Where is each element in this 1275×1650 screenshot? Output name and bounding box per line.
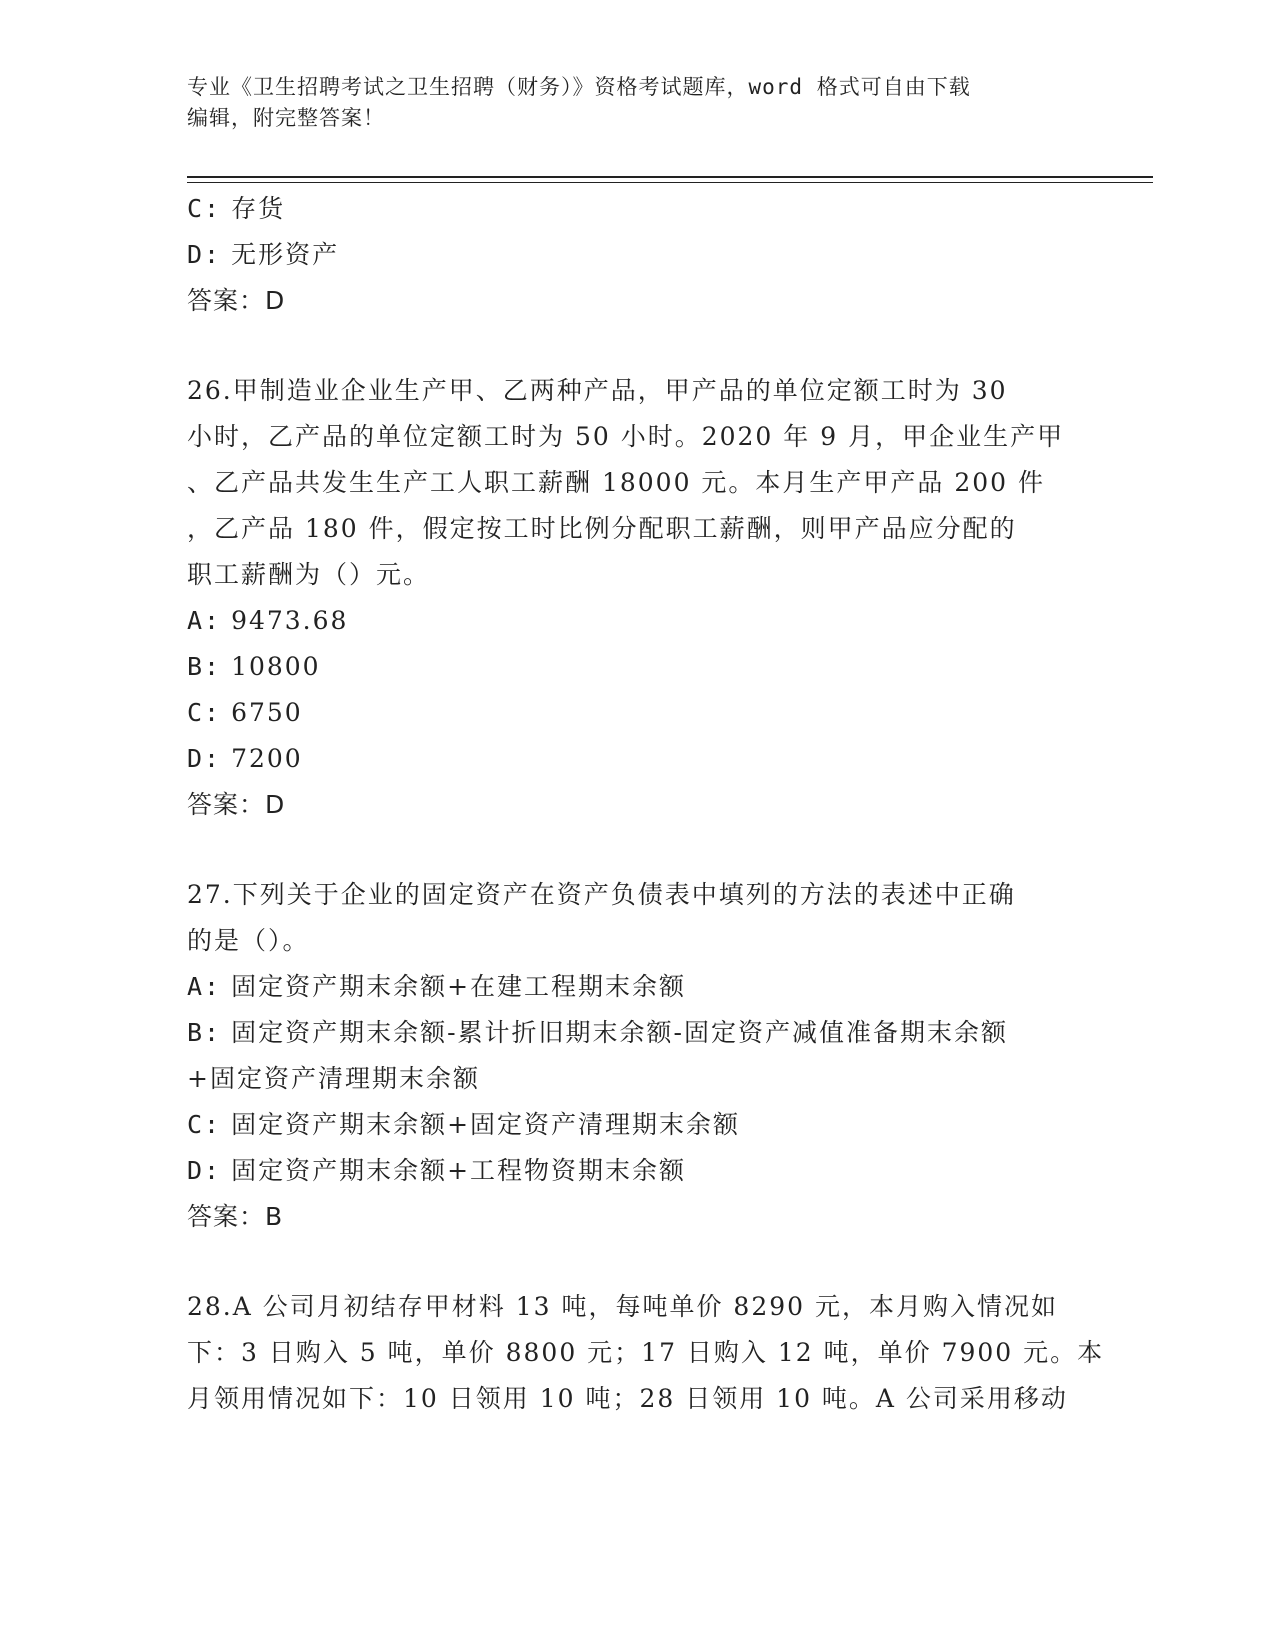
question-text-line: 月领用情况如下：10 日领用 10 吨；28 日领用 10 吨。A 公司采用移动 <box>187 1384 1068 1413</box>
option-text: 固定资产期末余额+工程物资期末余额 <box>231 1156 687 1185</box>
question-text-line: 职工薪酬为（）元。 <box>187 560 431 589</box>
question-text-line: 27.下列关于企业的固定资产在资产负债表中填列的方法的表述中正确 <box>187 880 1016 909</box>
answer: 答案：D <box>187 286 286 315</box>
option-text: 存货 <box>231 194 286 223</box>
option-a <box>187 598 1087 644</box>
question-text-line: 下：3 日购入 5 吨，单价 8800 元；17 日购入 12 吨，单价 7900 元。本 <box>187 1338 1105 1367</box>
option-c <box>187 1102 1087 1148</box>
header-divider-thin <box>187 182 1153 183</box>
option-b <box>187 644 1087 690</box>
question-text-line: 、乙产品共发生生产工人职工薪酬 18000 元。本月生产甲产品 200 件 <box>187 468 1046 497</box>
option-letter: D: <box>187 744 222 773</box>
option-letter: D: <box>187 1156 222 1185</box>
question-text-line: 的是（）。 <box>187 926 310 955</box>
document-header <box>187 72 1087 134</box>
option-d <box>187 1148 1087 1194</box>
option-letter: C: <box>187 1110 222 1139</box>
header-line-1: 专业《卫生招聘考试之卫生招聘（财务）》资格考试题库，word 格式可自由下载 <box>187 75 971 99</box>
question-25-tail <box>187 186 1087 324</box>
option-letter: A: <box>187 972 222 1001</box>
option-letter: D: <box>187 240 222 269</box>
question-26 <box>187 368 1087 828</box>
option-text: 无形资产 <box>231 240 340 269</box>
option-letter: C: <box>187 194 222 223</box>
answer: 答案：D <box>187 790 286 819</box>
option-letter: A: <box>187 606 222 635</box>
question-text-line: ，乙产品 180 件，假定按工时比例分配职工薪酬，则甲产品应分配的 <box>187 514 1017 543</box>
question-text-line: 小时，乙产品的单位定额工时为 50 小时。2020 年 9 月，甲企业生产甲 <box>187 422 1065 451</box>
option-c <box>187 690 1087 736</box>
option-c <box>187 186 1087 232</box>
option-b-continuation: +固定资产清理期末余额 <box>187 1064 480 1093</box>
header-divider-thick <box>187 176 1153 178</box>
option-text: 固定资产期末余额+在建工程期末余额 <box>231 972 687 1001</box>
option-text: 固定资产期末余额+固定资产清理期末余额 <box>231 1110 741 1139</box>
question-28 <box>187 1284 1105 1422</box>
answer: 答案：B <box>187 1202 284 1231</box>
option-d <box>187 736 1087 782</box>
option-text: 6750 <box>231 698 303 727</box>
option-a <box>187 964 1087 1010</box>
option-text: 10800 <box>231 652 321 681</box>
option-text: 固定资产期末余额-累计折旧期末余额-固定资产减值准备期末余额 <box>231 1018 1008 1047</box>
option-letter: B: <box>187 652 222 681</box>
question-text-line: 26.甲制造业企业生产甲、乙两种产品，甲产品的单位定额工时为 30 <box>187 376 1008 405</box>
option-text: 7200 <box>231 744 303 773</box>
option-letter: B: <box>187 1018 222 1047</box>
option-d <box>187 232 1087 278</box>
question-27 <box>187 872 1087 1240</box>
option-b <box>187 1010 1087 1056</box>
question-text-line: 28.A 公司月初结存甲材料 13 吨，每吨单价 8290 元，本月购入情况如 <box>187 1292 1058 1321</box>
header-line-2: 编辑，附完整答案！ <box>187 106 385 130</box>
document-body <box>187 186 1105 1422</box>
option-text: 9473.68 <box>231 606 349 635</box>
option-letter: C: <box>187 698 222 727</box>
